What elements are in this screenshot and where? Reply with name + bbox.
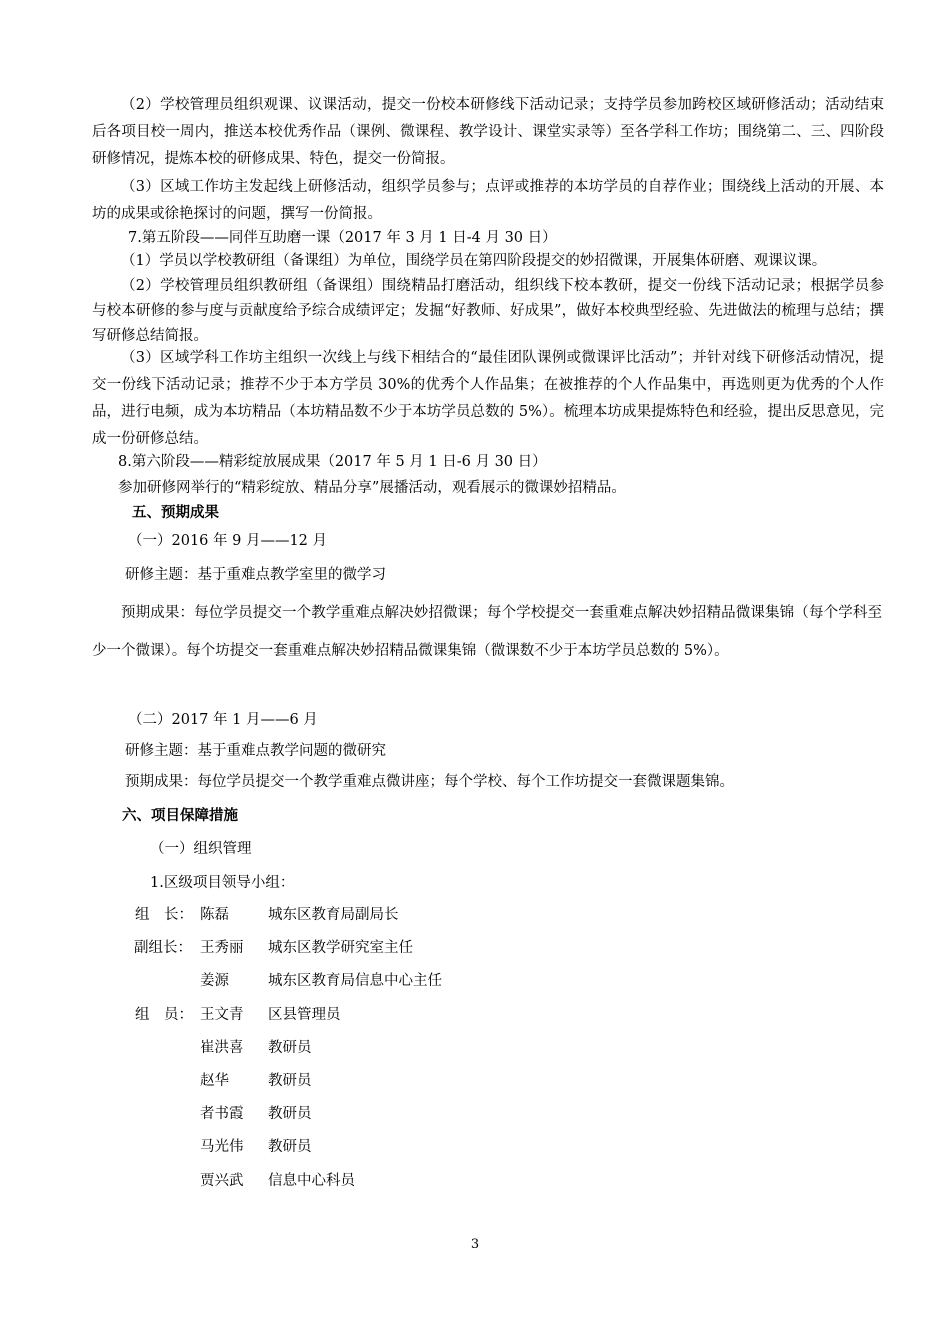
stage4-paragraph-2: （2）学校管理员组织观课、议课活动，提交一份校本研修线下活动记录；支持学员参加跨校区域研修活动；活动结束后各项目校一周内，推送本校优秀作品（课例、微课程、教学设计、课堂实录等）至各学科工作坊；围绕第二、三、四阶段研修情况，提炼本校的研修成果、特色，提交一份简报。 [92, 97, 884, 167]
member-title: 教研员 [268, 1073, 312, 1089]
member-role: 组 员： [135, 1007, 193, 1023]
member-name: 陈磊 [200, 907, 229, 923]
section5-period-1: （一）2016 年 9 月——12 月 [128, 533, 328, 549]
stage6-heading: 8.第六阶段——精彩绽放展成果（2017 年 5 月 1 日-6 月 30 日） [118, 454, 547, 470]
member-name: 王文青 [200, 1007, 244, 1023]
member-title: 教研员 [268, 1139, 312, 1155]
member-role: 副组长： [134, 940, 192, 956]
member-name: 贾兴武 [200, 1173, 244, 1189]
member-title: 区县管理员 [268, 1007, 341, 1023]
member-title: 信息中心科员 [268, 1173, 355, 1189]
member-title: 城东区教育局副局长 [268, 907, 399, 923]
section5-result-2: 预期成果：每位学员提交一个教学重难点微讲座；每个学校、每个工作坊提交一套微课题集锦。 [125, 774, 734, 790]
stage4-paragraph-3: （3）区域工作坊主发起线上研修活动，组织学员参与；点评或推荐的本坊学员的自荐作业；围绕线上活动的开展、本坊的成果或徐艳探讨的问题，撰写一份简报。 [92, 179, 884, 222]
stage5-paragraph-2: （2）学校管理员组织教研组（备课组）围绕精品打磨活动，组织线下校本教研，提交一份线下活动记录；根据学员参与校本研修的参与度与贡献度给予综合成绩评定；发掘“好教师、好成果”，做好本校典型经验、先进做法的梳理与总结；撰写研修总结简报。 [92, 278, 884, 344]
section5-period-2: （二）2017 年 1 月——6 月 [128, 712, 318, 728]
member-name: 马光伟 [200, 1139, 244, 1155]
stage5-heading: 7.第五阶段——同伴互助磨一课（2017 年 3 月 1 日-4 月 30 日） [128, 230, 557, 246]
member-name: 赵华 [200, 1073, 229, 1089]
member-title: 城东区教学研究室主任 [268, 940, 413, 956]
member-name: 王秀丽 [200, 940, 244, 956]
member-title: 城东区教育局信息中心主任 [268, 973, 442, 989]
stage6-paragraph-1: 参加研修网举行的“精彩绽放、精品分享”展播活动，观看展示的微课妙招精品。 [118, 480, 626, 496]
member-role: 组 长： [135, 907, 193, 923]
member-title: 教研员 [268, 1106, 312, 1122]
stage5-paragraph-1: （1）学员以学校教研组（备课组）为单位，围绕学员在第四阶段提交的妙招微课，开展集体研磨、观课议课。 [121, 253, 827, 269]
stage5-paragraph-3: （3）区域学科工作坊主组织一次线上与线下相结合的“最佳团队课例或微课评比活动”；并针对线下研修活动情况，提交一份线下活动记录；推荐不少于本方学员 30%的优秀个人作品集；在被推荐的个人作品集中，再选则更为优秀的个人作品，进行电频，成为本坊精品（本坊精品数不少于本坊学员总数的 5%）。梳理本坊成果提炼特色和经验，提出反思意见，完成一份研修总结。 [92, 350, 884, 447]
section5-heading: 五、预期成果 [132, 504, 219, 521]
member-name: 崔洪喜 [200, 1040, 244, 1056]
member-title: 教研员 [268, 1040, 312, 1056]
section5-result-1: 预期成果：每位学员提交一个教学重难点解决妙招微课；每个学校提交一套重难点解决妙招精品微课集锦（每个学科至少一个微课）。每个坊提交一套重难点解决妙招精品微课集锦（微课数不少于本坊学员总数的 5%）。 [92, 605, 882, 659]
section6-heading: 六、项目保障措施 [122, 807, 238, 824]
page-number: 3 [470, 1237, 480, 1252]
leadership-group-title: 1.区级项目领导小组： [150, 875, 295, 891]
section6-sub-1: （一）组织管理 [150, 841, 252, 857]
section5-theme-1: 研修主题：基于重难点教学室里的微学习 [125, 567, 386, 583]
member-name: 姜源 [200, 973, 229, 989]
section5-theme-2: 研修主题：基于重难点教学问题的微研究 [125, 743, 386, 759]
member-name: 者书霞 [200, 1106, 244, 1122]
